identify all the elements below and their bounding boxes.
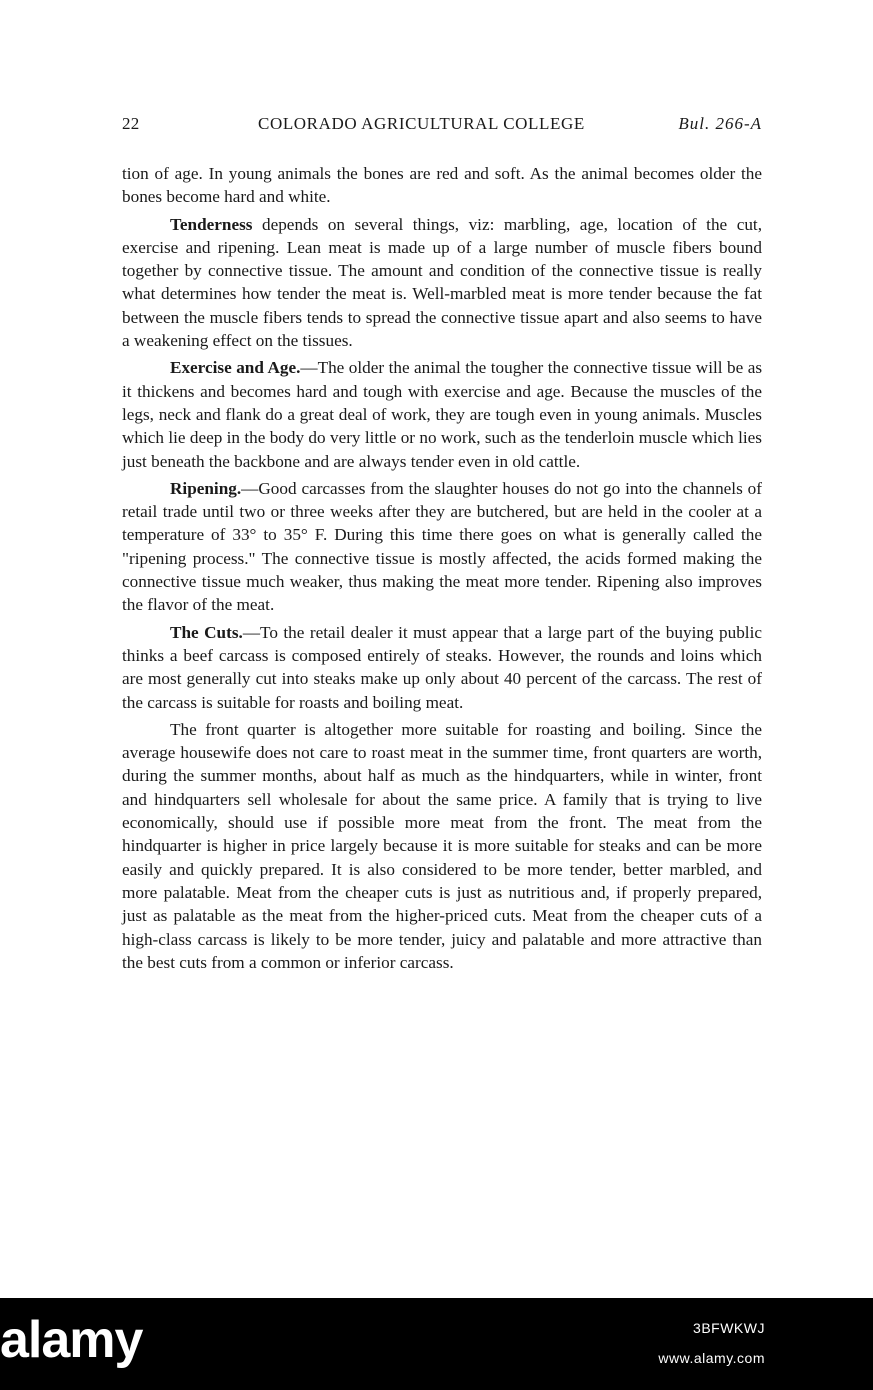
paragraph-exercise-and-age (122, 356, 762, 472)
paragraph-lead: Tenderness (170, 214, 253, 234)
paragraph-text: tion of age. In young animals the bones are red and soft. As the animal becomes older the bones become hard and white. (122, 164, 762, 207)
paragraph-age-continued (122, 162, 762, 209)
page-number: 22 (122, 114, 140, 133)
bulletin-number: Bul. 266-A (678, 114, 762, 133)
paragraph-text: —The older the animal the tougher the connective tissue will be as it thickens and becomes hard and tough with exercise and age. Because the muscles of the legs, neck and flank do a great deal of work, they are tough even in young animals. Muscles which lie deep in the body do very little or no work, such as the tenderloin muscle which lies just beneath the backbone and are always tender even in old cattle. (122, 358, 763, 471)
stock-url: www.alamy.com (658, 1350, 765, 1366)
stock-watermark-bar (0, 1298, 873, 1390)
paragraph-lead: Exercise and Age. (170, 358, 301, 378)
paragraph-ripening (122, 477, 762, 617)
paragraph-tenderness (122, 213, 762, 353)
alamy-logo-text: alamy (0, 1311, 143, 1369)
body-text (122, 162, 762, 978)
running-title: COLORADO AGRICULTURAL COLLEGE (258, 114, 585, 133)
paragraph-front-quarter (122, 718, 762, 974)
paragraph-lead: The Cuts. (170, 622, 243, 642)
paragraph-lead: Ripening. (170, 478, 242, 498)
paragraph-text: —Good carcasses from the slaughter houses do not go into the channels of retail trade until two or three weeks after they are butchered, but are held in the cooler at a temperature of 33° to 35° F. During this time there goes on what is generally called the "ripening process." The connective tissue is mostly affected, the acids formed making the connective tissue much weaker, thus making the meat more tender. Ripening also improves the flavor of the meat. (122, 478, 762, 615)
paragraph-the-cuts (122, 621, 762, 714)
running-head (122, 114, 762, 138)
paragraph-text: —To the retail dealer it must appear that a large part of the buying public thinks a beef carcass is composed entirely of steaks. However, the rounds and loins which are most generally cut into steaks make up only about 40 percent of the carcass. The rest of the carcass is suitable for roasts and boiling meat. (122, 622, 762, 712)
stock-image-id: 3BFWKWJ (693, 1320, 765, 1336)
paragraph-text: depends on several things, viz: marbling, age, location of the cut, exercise and ripening. Lean meat is made up of a large number of muscle fibers bound together by connective tissue. The amount and condition of the connective tissue is really what determines how tender the meat is. Well-marbled meat is more tender because the fat between the muscle fibers tends to spread the connective tissue apart and also seems to have a weakening effect on the tissues. (122, 214, 762, 351)
paragraph-text: The front quarter is altogether more suitable for roasting and boiling. Since the average housewife does not care to roast meat in the summer time, front quarters are worth, during the summer months, about half as much as the hindquarters, while in winter, front and hindquarters sell wholesale for about the same price. A family that is trying to live economically, should use if possible more meat from the front. The meat from the hindquarter is higher in price largely because it is more suitable for steaks and can be more easily and quickly prepared. It is also considered to be more tender, better marbled, and more palatable. Meat from the cheaper cuts is just as nutritious and, if properly prepared, just as palatable as the meat from the higher-priced cuts. Meat from the cheaper cuts of a high-class carcass is likely to be more tender, juicy and palatable and more attractive than the best cuts from a common or inferior carcass. (122, 719, 762, 972)
alamy-logo (0, 1310, 142, 1370)
